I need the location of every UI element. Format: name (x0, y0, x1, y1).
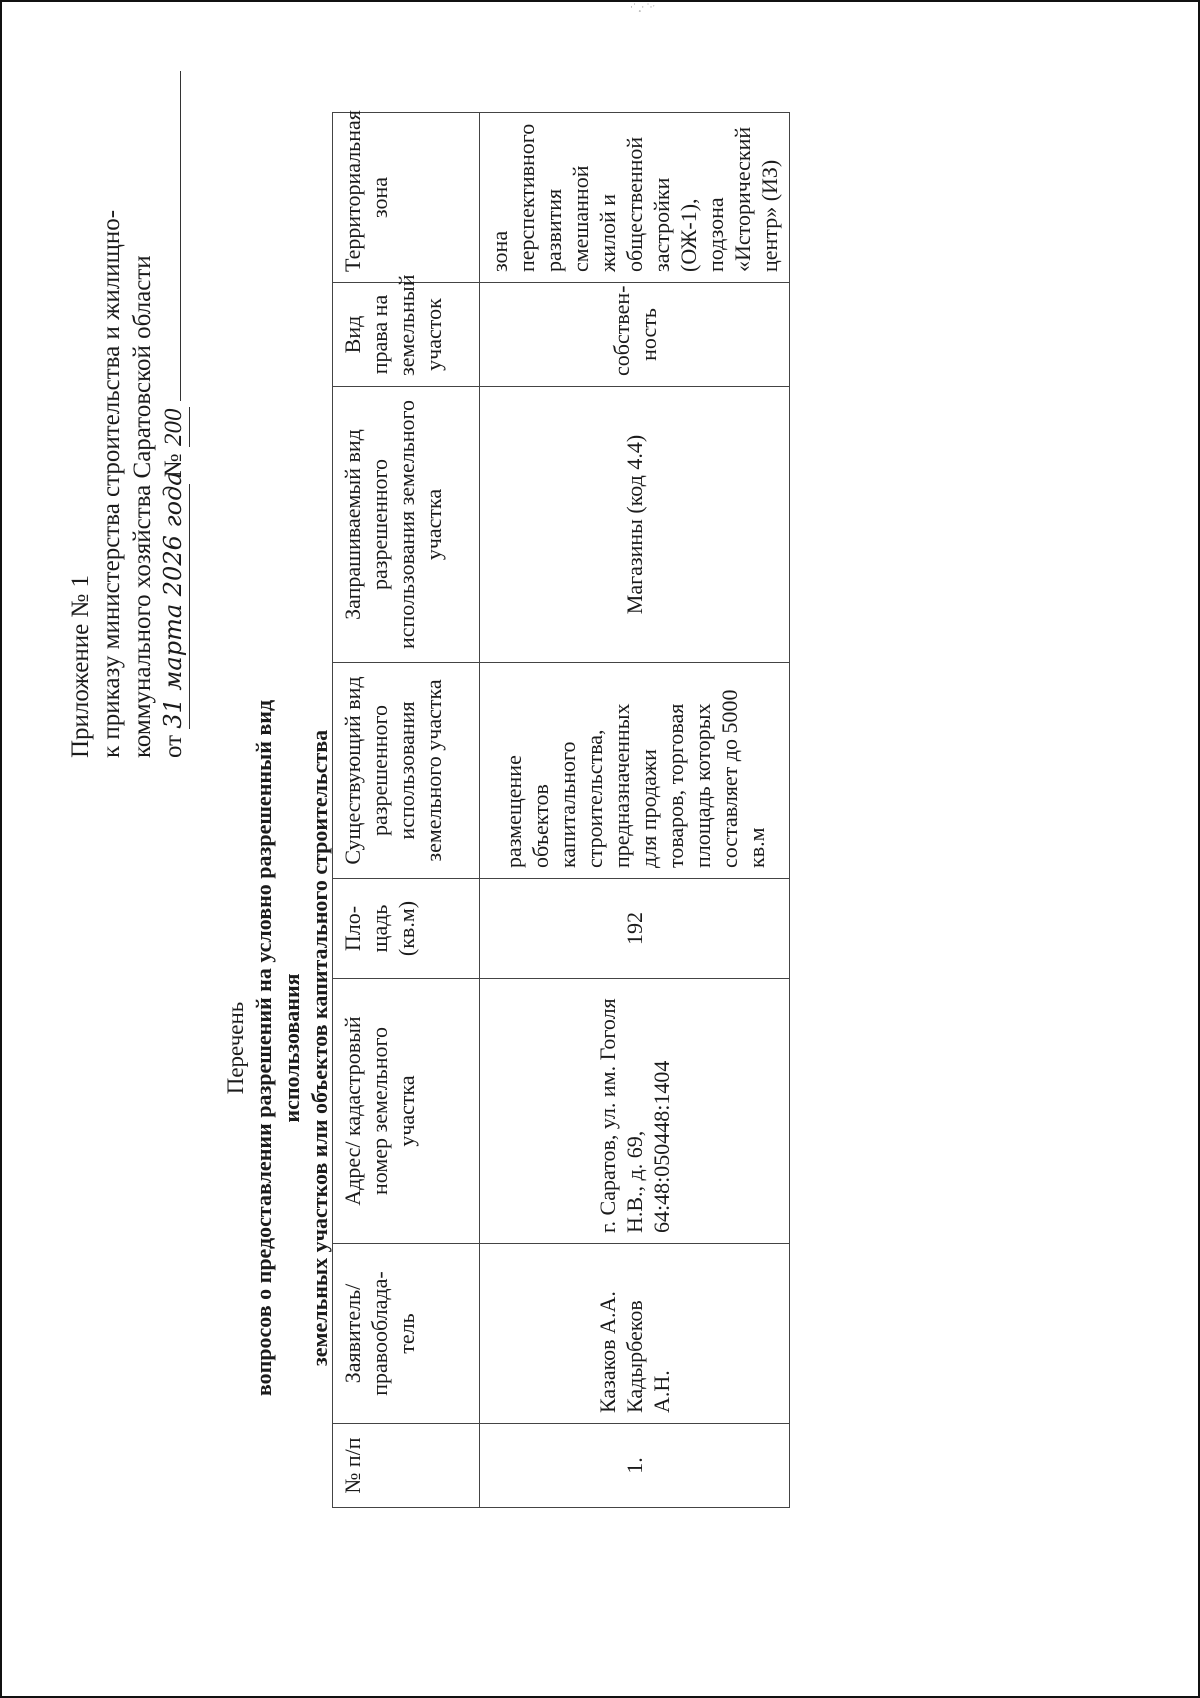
signature-underline (160, 71, 181, 401)
cell-right-type: собствен-ность (480, 283, 790, 387)
header-address: Адрес/ кадастровый номер земельного участка (333, 979, 480, 1244)
cell-requested-use: Магазины (код 4.4) (480, 387, 790, 663)
title-line2: земельных участков или объектов капитального строительства (307, 729, 332, 1367)
date-prefix: от (160, 734, 187, 758)
header-area: Пло-щадь (кв.м) (333, 879, 480, 979)
number-label: № (160, 453, 187, 478)
cell-existing-use: размещение объектов капитального строительства, предназначенных для продажи товаров, торговая площадь которых составляет до 5000 кв.м (480, 663, 790, 879)
header-right-type: Вид права на земельный участок (333, 283, 480, 387)
plots-table (332, 112, 790, 1508)
cell-zone: зона перспективного развития смешанной жилой и общественной застройки (ОЖ-1), подзона «Исторический центр» (ИЗ) (480, 113, 790, 283)
scan-specks: ·˙ ¸· ˙·ˑ (630, 2, 655, 12)
handwritten-number: 200 (158, 407, 190, 447)
header-zone: Территориальная зона (333, 113, 480, 283)
cell-address: г. Саратов, ул. им. Гоголя Н.В., д. 69, 64:48:050448:1404 (480, 979, 790, 1244)
handwritten-date: 31 марта 2026 года (158, 484, 190, 729)
header-no: № п/п (333, 1424, 480, 1508)
appendix-block (65, 71, 190, 758)
cell-no: 1. (480, 1424, 790, 1508)
cell-area: 192 (480, 879, 790, 979)
appendix-order-line1: к приказу министерства строительства и жилищно- (98, 209, 125, 758)
document-title (222, 648, 334, 1448)
appendix-order-line2: коммунального хозяйства Саратовской области (129, 255, 156, 758)
table-header-row (333, 113, 480, 1508)
appendix-date-line (158, 71, 190, 758)
header-requested-use: Запрашиваемый вид разрешенного использования земельного участка (333, 387, 480, 663)
appendix-title: Приложение № 1 (67, 574, 94, 758)
cell-applicant: Казаков А.А. Кадырбеков А.Н. (480, 1244, 790, 1424)
title-line1: вопросов о предоставлении разрешений на условно разрешенный вид использования (251, 699, 304, 1397)
title-heading: Перечень (223, 1001, 248, 1095)
table-row (480, 113, 790, 1508)
header-existing-use: Существующий вид разрешенного использования земельного участка (333, 663, 480, 879)
header-applicant: Заявитель/ правооблада-тель (333, 1244, 480, 1424)
